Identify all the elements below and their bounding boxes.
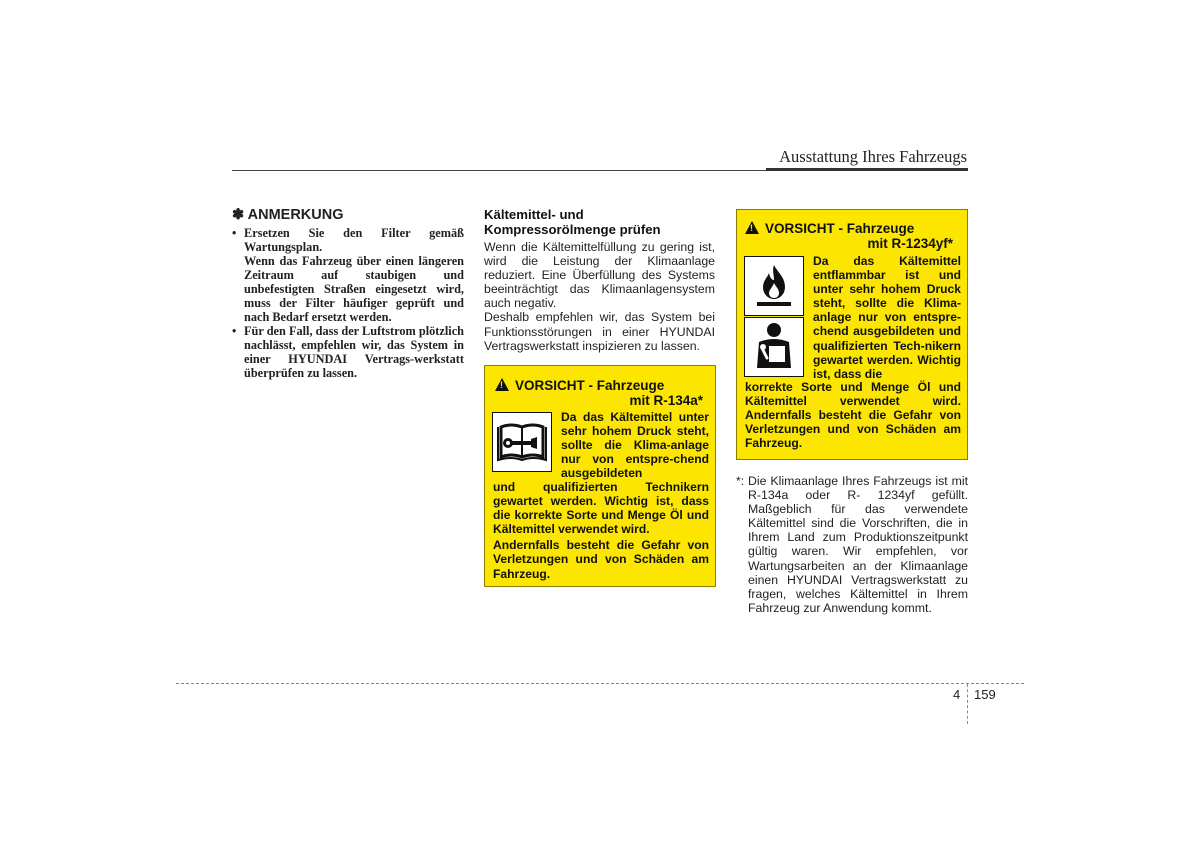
caution-heading — [745, 221, 959, 251]
warning-triangle-icon — [495, 378, 509, 391]
footer-divider — [967, 684, 968, 724]
section-paragraph: Wenn die Kältemittelfüllung zu gering ist, wird die Leistung der Klimaanlage reduziert. Eine Überfüllung des Systems beeinträchtigt das Klimaanlagensystem auch negativ. — [484, 240, 715, 311]
caution-subtitle: mit R-134a* — [629, 393, 703, 408]
footnote-mark: *: — [736, 474, 745, 488]
note-list — [232, 226, 464, 380]
caution-box-r134a — [484, 365, 716, 587]
technician-icon — [744, 317, 804, 377]
caution-title: VORSICHT - Fahrzeuge — [765, 221, 915, 236]
caution-text-line: Andernfalls besteht die Gefahr von Verletzungen und von Schäden am Fahrzeug. — [493, 538, 709, 581]
caution-text-line: und qualifizierten Technikern gewartet werden. Wichtig ist, dass die korrekte Sorte und Menge Öl und Kältemittel verwendet wird. — [493, 480, 709, 537]
chapter-number: 4 — [953, 687, 961, 702]
note-item — [232, 226, 464, 324]
note-item-text: Für den Fall, dass der Luftstrom plötzlich nachlässt, empfehlen wir, das System in einer HYUNDAI Vertrags-werkstatt überprüfen zu lassen. — [244, 324, 464, 380]
note-item — [232, 324, 464, 380]
note-title: ✽ ANMERKUNG — [232, 207, 344, 223]
caution-text-wrapped: Da das Kältemittel unter sehr hohem Druck steht, sollte die Klima-anlage nur von entspre-chend ausgebildeten — [561, 410, 709, 481]
caution-text-wrapped: Da das Kältemittel entflammbar ist und unter sehr hohem Druck steht, sollte die Klima-anlage nur von entspre-chend ausgebildeten und qualifizierten Tech-nikern gewartet werden. Wichtig ist, dass die — [813, 254, 961, 381]
footnote — [736, 474, 968, 615]
footnote-text: Die Klimaanlage Ihres Fahrzeugs ist mit R-134a oder R- 1234yf gefüllt. Maßgeblich für das verwendete Kältemittel sind die Vorschriften, die in Ihrem Land zum Produktionszeitpunkt gültig waren. Wir empfehlen, vor Wartungsarbeiten an der Klimaanlage einen HYUNDAI Vertragswerkstatt zu fragen, welches Kältemittel in Ihrem Fahrzeug zur Anwendung kommt. — [748, 474, 968, 615]
caution-text-full — [493, 480, 709, 581]
refrigerant-section — [484, 207, 715, 353]
caution-subtitle: mit R-1234yf* — [867, 236, 953, 251]
note-item-text: Wenn das Fahrzeug über einen längeren Zeitraum auf staubigen und unbefestigten Straßen eingesetzt wird, muss der Filter häufiger geprüft und nach Bedarf ersetzt werden. — [244, 254, 464, 324]
page-header-title: Ausstattung Ihres Fahrzeugs — [779, 147, 967, 166]
bullet-icon: • — [232, 226, 237, 240]
bullet-icon: • — [232, 324, 237, 338]
section-title: Kältemittel- und Kompressorölmenge prüfen — [484, 207, 661, 237]
caution-heading — [495, 378, 705, 408]
flammable-icon — [744, 256, 804, 316]
footer-rule — [176, 683, 1024, 684]
page-number: 159 — [974, 687, 996, 702]
section-paragraph: Deshalb empfehlen wir, das System bei Funktionsstörungen in einer HYUNDAI Vertragswerkstatt inspizieren zu lassen. — [484, 310, 715, 353]
service-manual-icon — [492, 412, 552, 472]
note-item-text: Ersetzen Sie den Filter gemäß Wartungsplan. — [244, 226, 464, 254]
header-rule-accent — [766, 168, 968, 171]
warning-triangle-icon — [745, 221, 759, 234]
note-block — [232, 207, 464, 380]
caution-text-full: korrekte Sorte und Menge Öl und Kältemittel verwendet wird. Andernfalls besteht die Gefahr von Verletzungen und von Schäden am Fahrzeug. — [745, 380, 961, 451]
caution-title: VORSICHT - Fahrzeuge — [515, 378, 665, 393]
caution-box-r1234yf — [736, 209, 968, 460]
